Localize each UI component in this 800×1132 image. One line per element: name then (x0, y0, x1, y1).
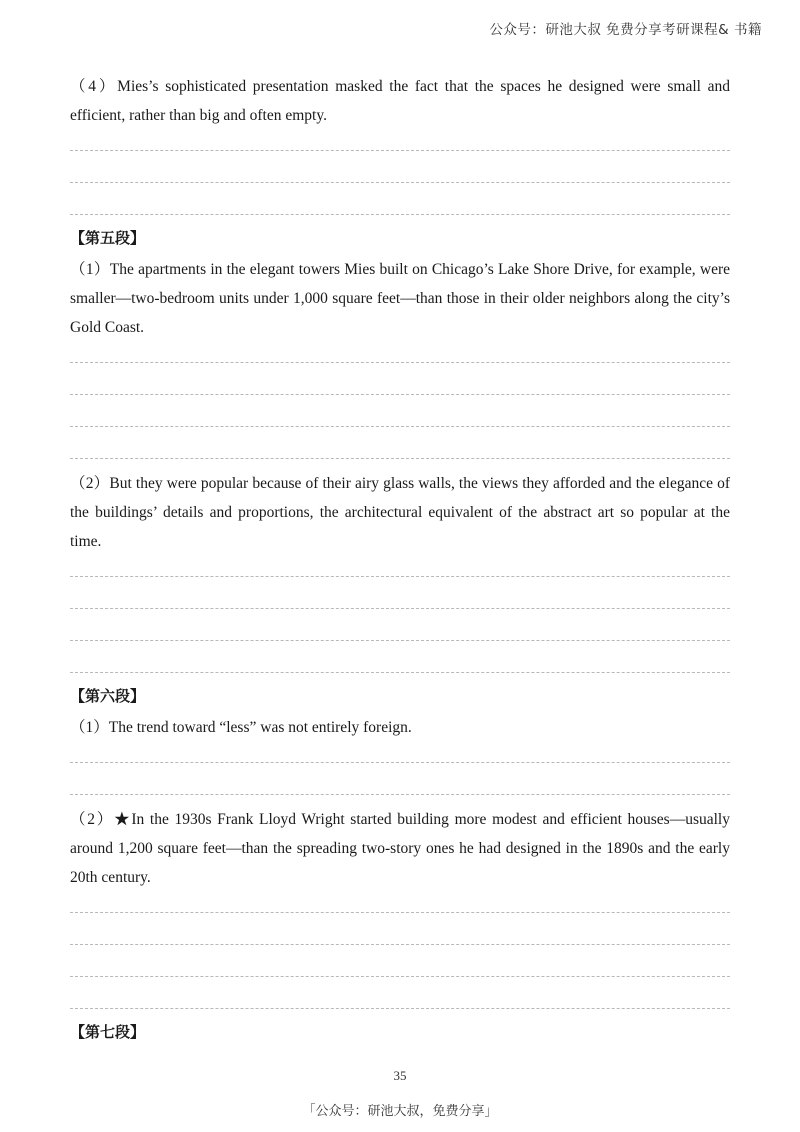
answer-line (70, 426, 730, 427)
answer-line (70, 150, 730, 151)
paragraph-6-sentence-2: （2）★In the 1930s Frank Lloyd Wright started building more modest and efficient houses—usually around 1,200 square feet—than the spreading two-story ones he had designed in the 1890s and the early 20th century. (70, 811, 730, 886)
answer-line (70, 1008, 730, 1009)
answer-line (70, 394, 730, 395)
answer-line (70, 912, 730, 913)
answer-line (70, 362, 730, 363)
answer-line (70, 458, 730, 459)
answer-lines (70, 912, 730, 1009)
answer-line (70, 576, 730, 577)
answer-line (70, 976, 730, 977)
paragraph-5-sentence-2: （2）But they were popular because of their airy glass walls, the views they afforded and the elegance of the buildings’ details and proportions, the architectural equivalent of the abstract art so popular at the time. (70, 475, 730, 550)
answer-line (70, 944, 730, 945)
footer-note: 「公众号：研池大叔，免费分享」 (302, 1104, 498, 1119)
answer-line (70, 762, 730, 763)
paragraph-5-sentence-1: （1）The apartments in the elegant towers Mies built on Chicago’s Lake Shore Drive, for example, were smaller—two-bedroom units under 1,000 square feet—than those in their older neighbors along the city’s Gold Coast. (70, 261, 730, 336)
section-title-5: 【第五段】 (70, 229, 146, 247)
answer-lines (70, 762, 730, 795)
answer-line (70, 794, 730, 795)
answer-line (70, 608, 730, 609)
answer-line (70, 214, 730, 215)
answer-line (70, 640, 730, 641)
section-title-7: 【第七段】 (70, 1023, 146, 1041)
document-body (70, 72, 730, 1049)
answer-line (70, 182, 730, 183)
answer-lines (70, 362, 730, 459)
answer-lines (70, 150, 730, 215)
answer-lines (70, 576, 730, 673)
page-number: 35 (393, 1068, 407, 1083)
paragraph-6-sentence-1: （1）The trend toward “less” was not entirely foreign. (70, 719, 412, 736)
header-note: 公众号：研池大叔 免费分享考研课程& 书籍 (489, 22, 762, 38)
answer-line (70, 672, 730, 673)
section-title-6: 【第六段】 (70, 687, 146, 705)
paragraph-4-sentence-4: （4）Mies’s sophisticated presentation masked the fact that the spaces he designed were small and efficient, rather than big and often empty. (70, 78, 730, 124)
